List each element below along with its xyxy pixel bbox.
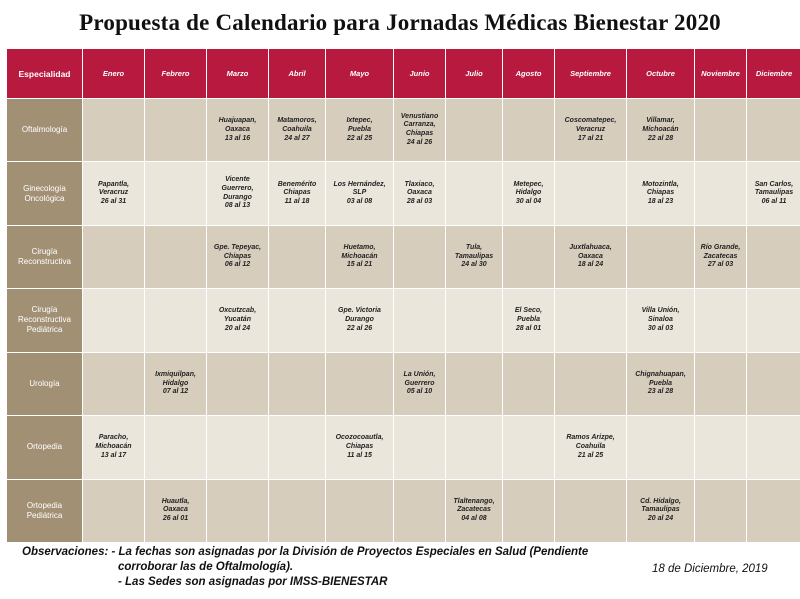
schedule-cell	[446, 162, 503, 225]
column-header-febrero: Febrero	[145, 49, 207, 99]
column-header-enero: Enero	[83, 49, 145, 99]
schedule-cell: Paracho, Michoacán 13 al 17	[83, 416, 145, 479]
schedule-cell: Gpe. Victoria Durango 22 al 26	[326, 289, 394, 352]
schedule-cell	[747, 479, 800, 542]
schedule-cell	[269, 416, 326, 479]
schedule-cell: La Unión, Guerrero 05 al 10	[394, 352, 446, 415]
schedule-cell: Huetamo, Michoacán 15 al 21	[326, 225, 394, 288]
schedule-cell: Matamoros, Coahuila 24 al 27	[269, 99, 326, 162]
schedule-cell	[695, 289, 747, 352]
table-row	[7, 225, 800, 288]
document-date: 18 de Diciembre, 2019	[652, 563, 768, 575]
schedule-cell: El Seco, Puebla 28 al 01	[503, 289, 555, 352]
schedule-cell	[695, 416, 747, 479]
schedule-cell: Gpe. Tepeyac, Chiapas 06 al 12	[207, 225, 269, 288]
column-header-mayo: Mayo	[326, 49, 394, 99]
schedule-cell	[446, 416, 503, 479]
schedule-cell	[394, 479, 446, 542]
column-header-diciembre: Diciembre	[747, 49, 800, 99]
schedule-cell	[83, 352, 145, 415]
schedule-cell	[446, 99, 503, 162]
schedule-cell	[747, 289, 800, 352]
schedule-cell	[269, 479, 326, 542]
schedule-cell	[555, 162, 627, 225]
specialty-cell: Ginecología Oncológica	[7, 162, 83, 225]
schedule-cell	[83, 225, 145, 288]
schedule-cell	[326, 352, 394, 415]
schedule-cell: Venustiano Carranza, Chiapas 24 al 26	[394, 99, 446, 162]
schedule-cell	[695, 99, 747, 162]
header-row	[7, 49, 800, 99]
schedule-cell	[394, 416, 446, 479]
schedule-cell	[145, 225, 207, 288]
specialty-cell: Cirugía Reconstructiva Pediátrica	[7, 289, 83, 352]
schedule-cell	[83, 99, 145, 162]
schedule-cell	[627, 416, 695, 479]
schedule-cell	[503, 479, 555, 542]
schedule-cell: Villamar, Michoacán 22 al 28	[627, 99, 695, 162]
schedule-cell: Ocozocoautla, Chiapas 11 al 15	[326, 416, 394, 479]
schedule-cell: Chignahuapan, Puebla 23 al 28	[627, 352, 695, 415]
schedule-cell	[555, 289, 627, 352]
schedule-cell: Río Grande, Zacatecas 27 al 03	[695, 225, 747, 288]
schedule-cell	[446, 289, 503, 352]
column-header-especialidad: Especialidad	[7, 49, 83, 99]
table-row	[7, 352, 800, 415]
schedule-cell: Juxtlahuaca, Oaxaca 18 al 24	[555, 225, 627, 288]
schedule-cell: Ixtepec, Puebla 22 al 25	[326, 99, 394, 162]
schedule-cell: Metepec, Hidalgo 30 al 04	[503, 162, 555, 225]
schedule-cell	[83, 479, 145, 542]
schedule-cell	[555, 479, 627, 542]
schedule-cell: San Carlos, Tamaulipas 06 al 11	[747, 162, 800, 225]
table-row	[7, 99, 800, 162]
schedule-cell	[269, 352, 326, 415]
schedule-cell: Tula, Tamaulipas 24 al 30	[446, 225, 503, 288]
schedule-cell: Papantla, Veracruz 26 al 31	[83, 162, 145, 225]
specialty-cell: Ortopedia Pediátrica	[7, 479, 83, 542]
schedule-cell	[207, 416, 269, 479]
column-header-agosto: Agosto	[503, 49, 555, 99]
schedule-cell	[747, 99, 800, 162]
schedule-cell: Los Hernández, SLP 03 al 08	[326, 162, 394, 225]
table-row	[7, 479, 800, 542]
page-title: Propuesta de Calendario para Jornadas Médicas Bienestar 2020	[79, 10, 721, 35]
schedule-cell	[207, 352, 269, 415]
schedule-cell	[503, 416, 555, 479]
schedule-table	[6, 48, 800, 543]
schedule-cell	[555, 352, 627, 415]
schedule-cell: Huautla, Oaxaca 26 al 01	[145, 479, 207, 542]
column-header-abril: Abril	[269, 49, 326, 99]
schedule-cell	[503, 99, 555, 162]
schedule-cell	[145, 416, 207, 479]
schedule-cell	[503, 225, 555, 288]
schedule-cell	[326, 479, 394, 542]
schedule-cell: Oxcutzcab, Yucatán 20 al 24	[207, 289, 269, 352]
table-row	[7, 162, 800, 225]
schedule-cell: Ramos Arizpe, Coahuila 21 al 25	[555, 416, 627, 479]
specialty-cell: Oftalmología	[7, 99, 83, 162]
schedule-cell	[503, 352, 555, 415]
column-header-octubre: Octubre	[627, 49, 695, 99]
schedule-cell: Vicente Guerrero, Durango 08 al 13	[207, 162, 269, 225]
schedule-cell: Cd. Hidalgo, Tamaulipas 20 al 24	[627, 479, 695, 542]
table-row	[7, 289, 800, 352]
schedule-cell	[83, 289, 145, 352]
observations-line-1: Observaciones: - La fechas son asignadas por la División de Proyectos Especiales en Salud (Pendiente	[22, 546, 589, 558]
schedule-cell	[145, 99, 207, 162]
schedule-cell	[695, 352, 747, 415]
column-header-noviembre: Noviembre	[695, 49, 747, 99]
schedule-cell	[627, 225, 695, 288]
specialty-cell: Cirugía Reconstructiva	[7, 225, 83, 288]
schedule-cell	[695, 479, 747, 542]
schedule-cell: Coscomatepec, Veracruz 17 al 21	[555, 99, 627, 162]
schedule-cell	[747, 416, 800, 479]
schedule-cell	[394, 289, 446, 352]
schedule-cell	[207, 479, 269, 542]
observations-line-3: - Las Sedes son asignadas por IMSS-BIENESTAR	[118, 576, 388, 588]
column-header-julio: Julio	[446, 49, 503, 99]
specialty-cell: Ortopedia	[7, 416, 83, 479]
column-header-marzo: Marzo	[207, 49, 269, 99]
observations-line-2: corroborar las de Oftalmología).	[118, 561, 294, 573]
schedule-cell: Tlaltenango, Zacatecas 04 al 08	[446, 479, 503, 542]
schedule-cell	[747, 352, 800, 415]
schedule-cell	[269, 289, 326, 352]
schedule-cell	[269, 225, 326, 288]
schedule-cell: Tlaxiaco, Oaxaca 28 al 03	[394, 162, 446, 225]
table-row	[7, 416, 800, 479]
schedule-cell	[394, 225, 446, 288]
specialty-cell: Urología	[7, 352, 83, 415]
column-header-junio: Junio	[394, 49, 446, 99]
schedule-cell: Benemérito Chiapas 11 al 18	[269, 162, 326, 225]
schedule-cell: Huajuapan, Oaxaca 13 al 16	[207, 99, 269, 162]
schedule-cell: Ixmiquilpan, Hidalgo 07 al 12	[145, 352, 207, 415]
schedule-cell: Villa Unión, Sinaloa 30 al 03	[627, 289, 695, 352]
observations	[22, 545, 622, 590]
column-header-septiembre: Septiembre	[555, 49, 627, 99]
schedule-cell	[145, 162, 207, 225]
schedule-cell	[695, 162, 747, 225]
schedule-cell: Motozintla, Chiapas 18 al 23	[627, 162, 695, 225]
schedule-cell	[446, 352, 503, 415]
schedule-cell	[747, 225, 800, 288]
schedule-cell	[145, 289, 207, 352]
